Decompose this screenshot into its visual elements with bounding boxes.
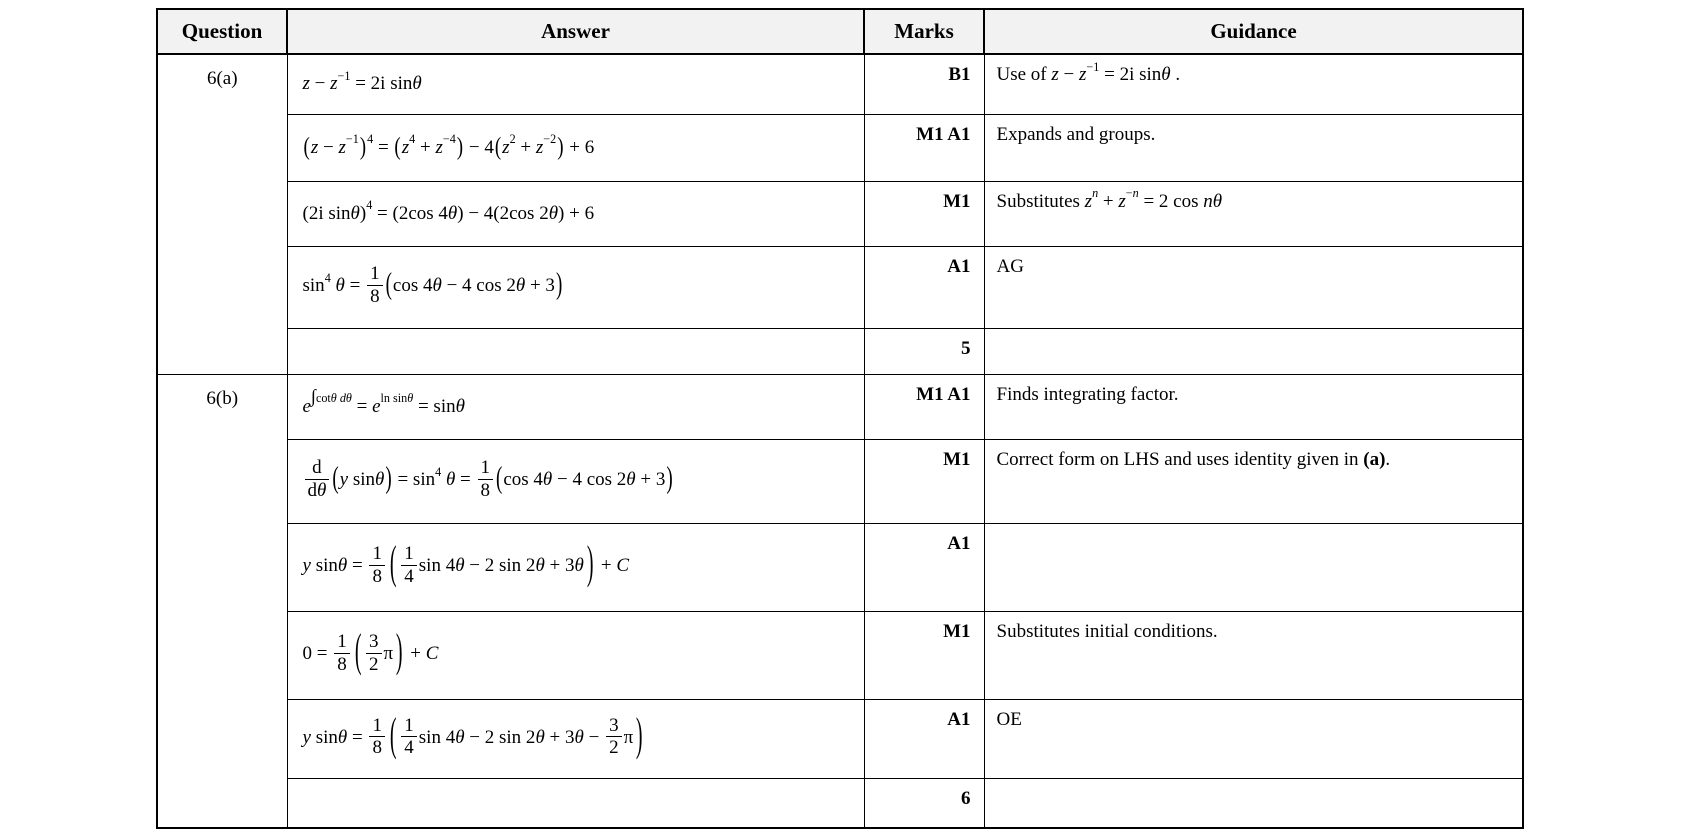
question-cell: 6(b)	[157, 374, 287, 828]
marks-cell: A1	[864, 699, 984, 778]
total-marks-cell: 6	[864, 778, 984, 828]
mark-row	[157, 611, 1523, 699]
mark-scheme-table	[156, 8, 1524, 829]
guidance-cell	[984, 328, 1523, 374]
guidance-cell: Substitutes $z^n + z^{-n} = 2$ cos nθ	[984, 181, 1523, 246]
header-guidance: Guidance	[984, 9, 1523, 54]
marks-cell: M1 A1	[864, 114, 984, 181]
header-marks: Marks	[864, 9, 984, 54]
guidance-cell	[984, 778, 1523, 828]
header-question: Question	[157, 9, 287, 54]
guidance-cell	[984, 523, 1523, 611]
answer-cell: 0 = $\frac{1}{8}$ ( $\frac{3}{2}$ π ) + C	[287, 611, 864, 699]
question-cell: 6(a)	[157, 54, 287, 374]
answer-cell	[287, 328, 864, 374]
answer-cell: $(z - z^{-1})^4 = (z^4 + z^{-4}) - 4(z^2 + z^{-2}) + 6$	[287, 114, 864, 181]
total-marks-cell: 5	[864, 328, 984, 374]
mark-row	[157, 181, 1523, 246]
marks-cell: A1	[864, 246, 984, 328]
mark-row	[157, 374, 1523, 439]
guidance-cell: Finds integrating factor.	[984, 374, 1523, 439]
guidance-cell: AG	[984, 246, 1523, 328]
marks-cell: B1	[864, 54, 984, 114]
marks-cell: A1	[864, 523, 984, 611]
mark-row	[157, 439, 1523, 523]
mark-row	[157, 114, 1523, 181]
guidance-cell: Correct form on LHS and uses identity given in (a).	[984, 439, 1523, 523]
guidance-cell: Use of $z - z^{-1} = 2i$ sinθ .	[984, 54, 1523, 114]
table-body	[157, 54, 1523, 828]
mark-row	[157, 699, 1523, 778]
answer-cell: y sinθ = $\frac{1}{8}$ ( $\frac{1}{4}$ sin 4θ − 2 sin 2θ + 3θ ) + C	[287, 523, 864, 611]
answer-cell: $e^{\int cot\theta d\theta} = e^{ln sin\theta} = \sin\theta$	[287, 374, 864, 439]
mark-scheme-page	[156, 8, 1524, 829]
answer-cell: $\frac{d}{d\theta}$ (y $\sin\theta) = \sin^4 \theta$ = $\frac{1}{8}$ (cos 4θ − 4 cos 2θ + 3)	[287, 439, 864, 523]
mark-row	[157, 246, 1523, 328]
header-answer: Answer	[287, 9, 864, 54]
table-header	[157, 9, 1523, 54]
header-row	[157, 9, 1523, 54]
guidance-cell: Substitutes initial conditions.	[984, 611, 1523, 699]
marks-cell: M1	[864, 611, 984, 699]
mark-row	[157, 54, 1523, 114]
marks-cell: M1	[864, 439, 984, 523]
answer-cell: (2i sinθ)$^4$ = (2cos 4θ) − 4(2cos 2θ) + 6	[287, 181, 864, 246]
total-row	[157, 328, 1523, 374]
marks-cell: M1	[864, 181, 984, 246]
total-row	[157, 778, 1523, 828]
answer-cell: $\sin^4 \theta$ = $\frac{1}{8}$ (cos 4θ − 4 cos 2θ + 3)	[287, 246, 864, 328]
mark-row	[157, 523, 1523, 611]
answer-cell: y sinθ = $\frac{1}{8}$ ( $\frac{1}{4}$ sin 4θ − 2 sin 2θ + 3θ − $\frac{3}{2}$ π )	[287, 699, 864, 778]
guidance-cell: Expands and groups.	[984, 114, 1523, 181]
answer-cell: $z - z^{-1} = 2i$ sinθ	[287, 54, 864, 114]
answer-cell	[287, 778, 864, 828]
guidance-cell: OE	[984, 699, 1523, 778]
marks-cell: M1 A1	[864, 374, 984, 439]
